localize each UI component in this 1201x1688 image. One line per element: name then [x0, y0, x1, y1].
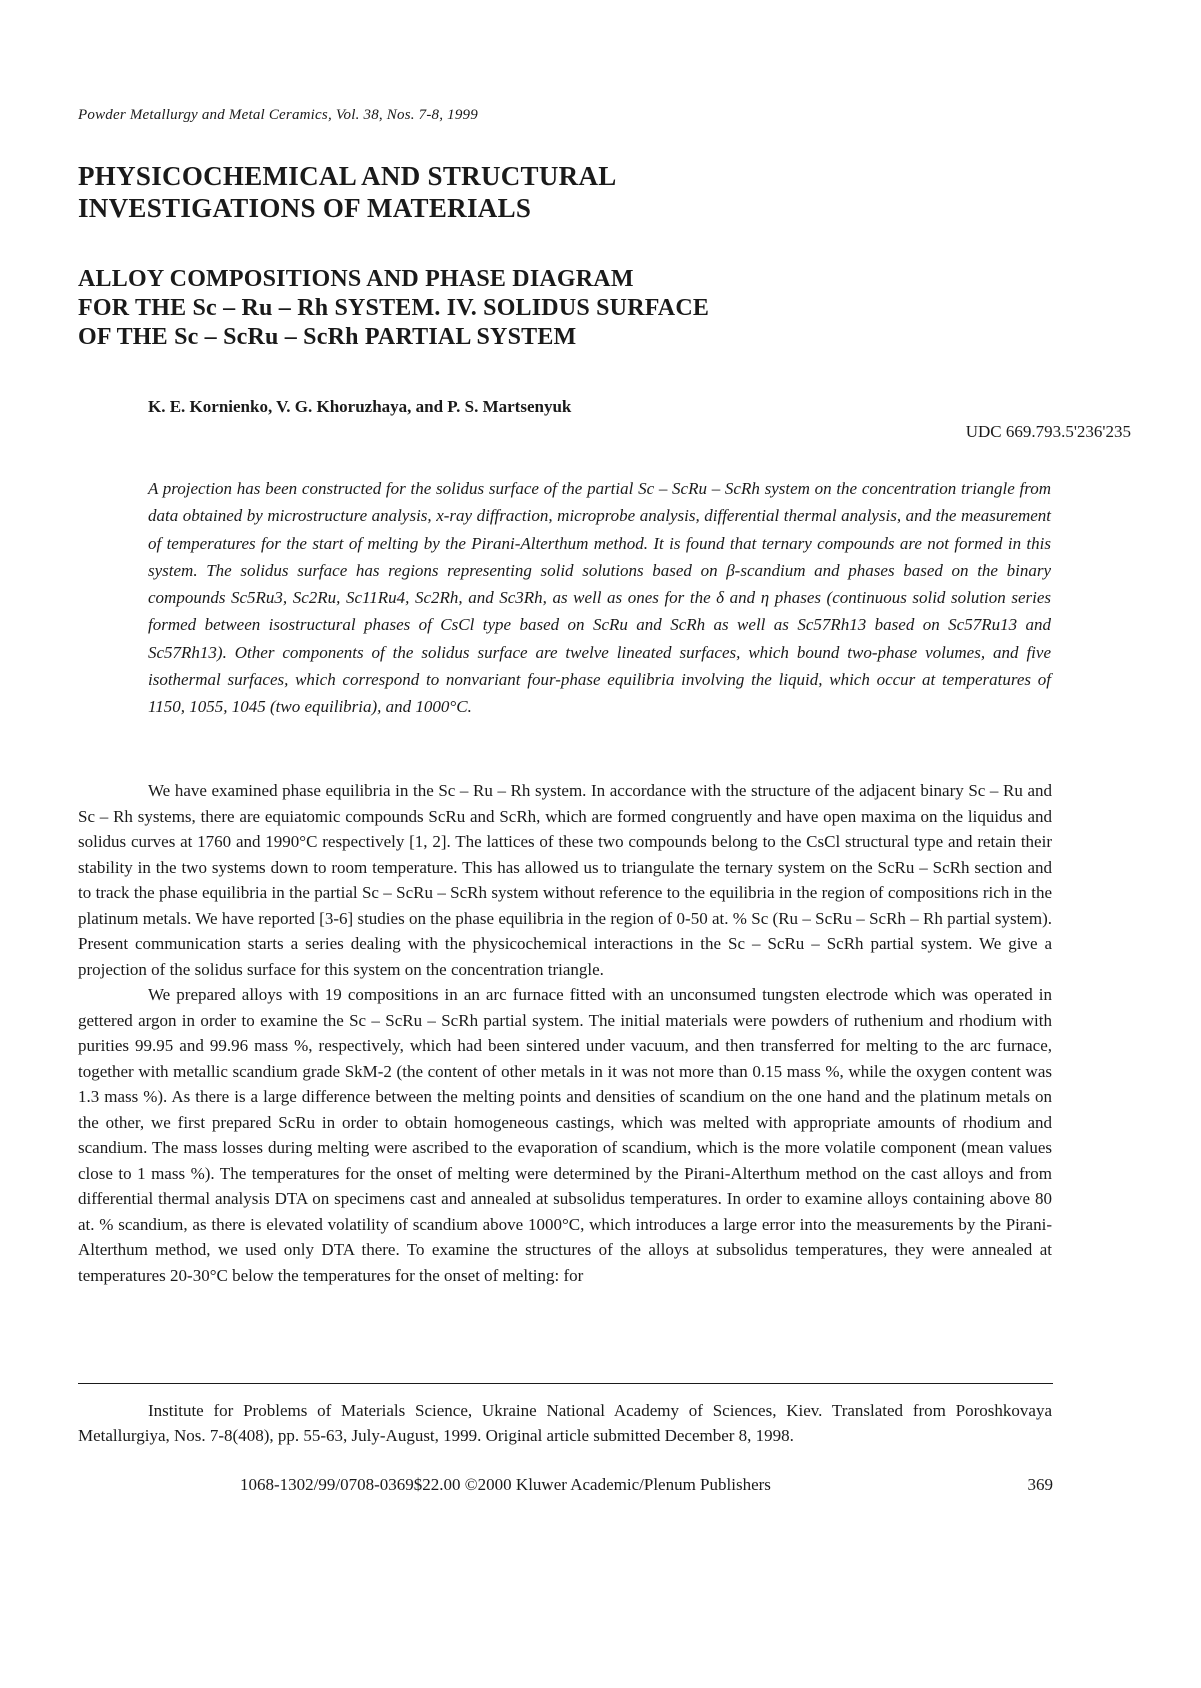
udc-code: UDC 669.793.5'236'235 [965, 422, 1131, 441]
article-title [78, 265, 709, 352]
body-paragraph: We have examined phase equilibria in the Sc – Ru – Rh system. In accordance with the structure of the adjacent binary Sc – Ru and Sc – Rh systems, there are equiatomic compounds ScRu and ScRh, which are formed congruently and have open maxima on the liquidus and solidus curves at 1760 and 1990°C respectively [1, 2]. The lattices of these two compounds belong to the CsCl structural type and retain their stability in the two systems down to room temperature. This has allowed us to triangulate the ternary system on the ScRu – ScRh section and to track the phase equilibria in the partial Sc – ScRu – ScRh system without reference to the equilibria in the region of compositions rich in the platinum metals. We have reported [3-6] studies on the phase equilibria in the region of 0-50 at. % Sc (Ru – ScRu – ScRh – Rh partial system). Present communication starts a series dealing with the physicochemical interactions in the Sc – ScRu – ScRh partial system. We give a projection of the solidus surface for this system on the concentration triangle. [78, 781, 1052, 979]
section-title-line: PHYSICOCHEMICAL AND STRUCTURAL [78, 161, 617, 191]
article-title-line: ALLOY COMPOSITIONS AND PHASE DIAGRAM [78, 266, 634, 292]
article-title-line: FOR THE Sc – Ru – Rh SYSTEM. IV. SOLIDUS SURFACE [78, 295, 710, 321]
authors: K. E. Kornienko, V. G. Khoruzhaya, and P. S. Martsenyuk [148, 397, 572, 416]
journal-citation: Powder Metallurgy and Metal Ceramics, Vol. 38, Nos. 7-8, 1999 [78, 107, 478, 123]
body-paragraph: We prepared alloys with 19 compositions in an arc furnace fitted with an unconsumed tungsten electrode which was operated in gettered argon in order to examine the Sc – ScRu – ScRh partial system. The initial materials were powders of ruthenium and rhodium with purities 99.95 and 99.96 mass %, respectively, which had been sintered under vacuum, and then transferred for melting to the arc furnace, together with metallic scandium grade SkM-2 (the content of other metals in it was not more than 0.15 mass %, while the oxygen content was 1.3 mass %). As there is a large difference between the melting points and densities of scandium on the one hand and the platinum metals on the other, we first prepared ScRu in order to obtain homogeneous castings, which was melted with appropriate amounts of rhodium and scandium. The mass losses during melting were ascribed to the evaporation of scandium, which is the more volatile component (mean values close to 1 mass %). The temperatures for the onset of melting were determined by the Pirani-Alterthum method on the cast alloys and from differential thermal analysis DTA on specimens cast and annealed at subsolidus temperatures. In order to examine alloys containing above 80 at. % scandium, as there is elevated volatility of scandium above 1000°C, which introduces a large error into the measurements by the Pirani-Alterthum method, we used only DTA there. To examine the structures of the alloys at subsolidus temperatures, they were annealed at temperatures 20-30°C below the temperatures for the onset of melting: for [78, 985, 1052, 1285]
abstract: A projection has been constructed for the solidus surface of the partial Sc – ScRu – ScRh system on the concentration triangle from data obtained by microstructure analysis, x-ray diffraction, microprobe analysis, differential thermal analysis, and the measurement of temperatures for the start of melting by the Pirani-Alterthum method. It is found that ternary compounds are not formed in this system. The solidus surface has regions representing solid solutions based on β-scandium and phases based on the binary compounds Sc5Ru3, Sc2Ru, Sc11Ru4, Sc2Rh, and Sc3Rh, as well as ones for the δ and η phases (continuous solid solution series formed between isostructural phases of CsCl type based on ScRu and ScRh as well as Sc57Rh13 based on Sc57Ru13 and Sc57Rh13). Other components of the solidus surface are twelve lineated surfaces, which bound two-phase volumes, and five isothermal surfaces, which correspond to nonvariant four-phase equilibria involving the liquid, which occur at temperatures of 1150, 1055, 1045 (two equilibria), and 1000°C. [148, 479, 1051, 717]
section-title [78, 160, 617, 224]
affiliation-footnote: Institute for Problems of Materials Science, Ukraine National Academy of Sciences, Kiev. Translated from Poroshkovaya Metallurgiya, Nos. 7-8(408), pp. 55-63, July-August, 1999. Original article submitted December 8, 1998. [78, 1401, 1052, 1445]
footnote-divider [78, 1383, 1053, 1384]
body-text [78, 778, 1052, 1288]
page-number: 369 [1027, 1475, 1053, 1494]
article-title-line: OF THE Sc – ScRu – ScRh PARTIAL SYSTEM [78, 324, 577, 350]
footer-copyright: 1068-1302/99/0708-0369$22.00 ©2000 Kluwer Academic/Plenum Publishers [240, 1475, 771, 1494]
section-title-line: INVESTIGATIONS OF MATERIALS [78, 193, 532, 223]
